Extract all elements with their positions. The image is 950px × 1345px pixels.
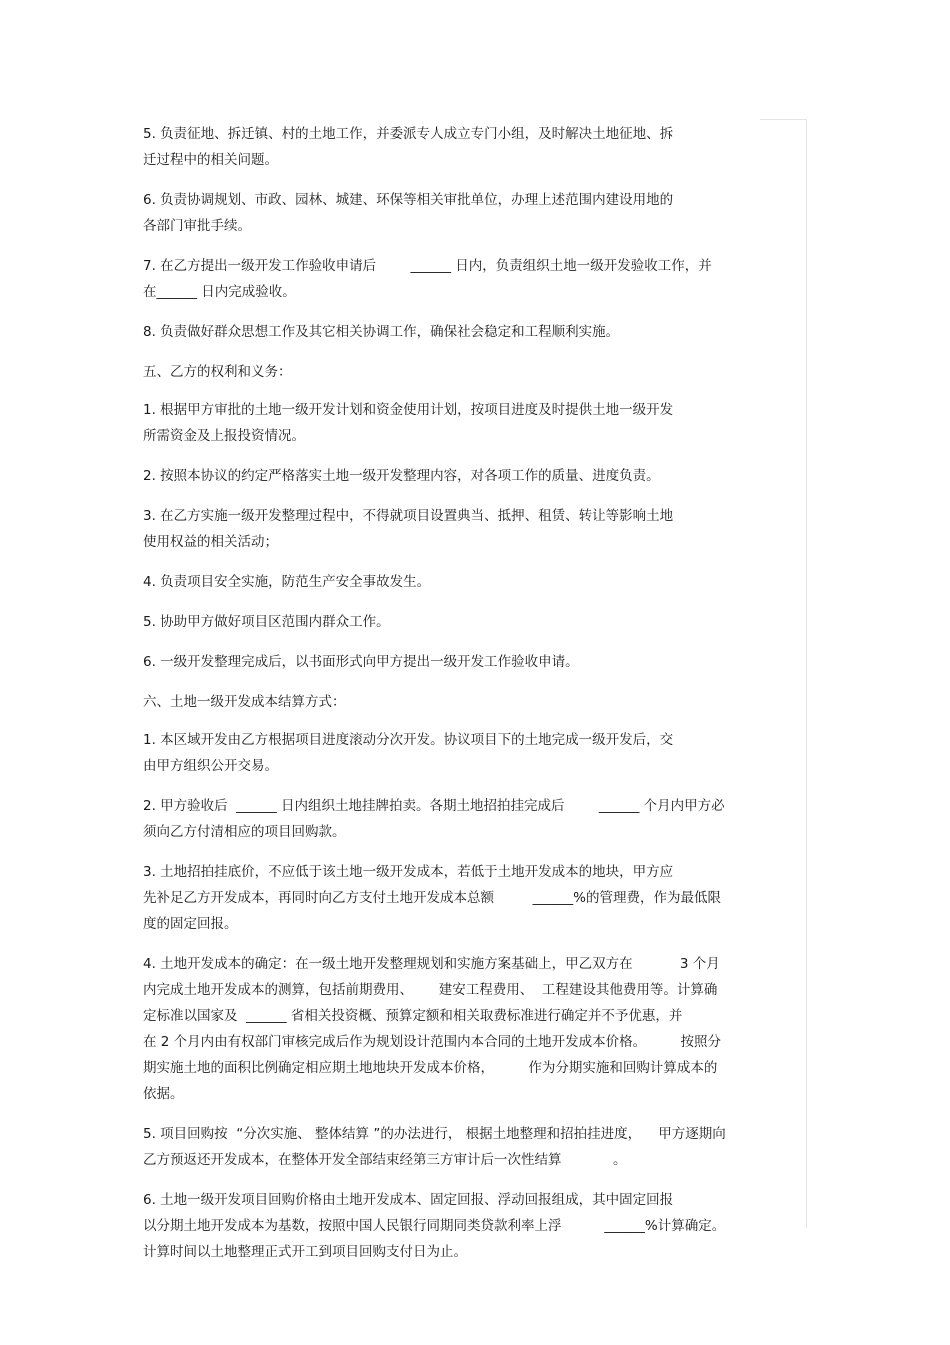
clause-paragraph — [143, 649, 805, 675]
section-heading — [143, 359, 805, 385]
clause-paragraph — [143, 859, 805, 937]
section-heading — [143, 689, 805, 715]
text-line: 4. 土地开发成本的确定：在一级土地开发整理规划和实施方案基础上，甲乙双方在 3 个月 — [143, 956, 720, 972]
text-line: 2. 甲方验收后 ______ 日内组织土地挂牌拍卖。各期土地招拍挂完成后 ______ 个月内甲方必 — [143, 798, 725, 814]
text-line: 5. 负责征地、拆迁镇、村的土地工作，并委派专人成立专门小组，及时解决土地征地、拆 — [143, 126, 674, 142]
text-line: 计算时间以土地整理正式开工到项目回购支付日为止。 — [143, 1244, 467, 1260]
document-body — [143, 121, 805, 1279]
text-line: 在 2 个月内由有权部门审核完成后作为规划设计范围内本合同的土地开发成本价格。 按照分 — [143, 1034, 722, 1050]
text-line: 5. 项目回购按 “分次实施、 整体结算 ”的办法进行， 根据土地整理和招拍挂进度， 甲方逐期向 — [143, 1126, 726, 1142]
text-line: 乙方预返还开发成本，在整体开发全部结束经第三方审计后一次性结算 。 — [143, 1152, 627, 1168]
text-line: 使用权益的相关活动； — [143, 534, 278, 550]
text-line: 五、乙方的权利和义务： — [143, 364, 292, 380]
text-line: 7. 在乙方提出一级开发工作验收申请后 ______ 日内，负责组织土地一级开发验收工作，并 — [143, 258, 712, 274]
clause-paragraph — [143, 253, 805, 305]
text-line: 内完成土地开发成本的测算，包括前期费用、 建安工程费用、 工程建设其他费用等。计算确 — [143, 982, 718, 998]
text-line: 3. 在乙方实施一级开发整理过程中，不得就项目设置典当、抵押、租赁、转让等影响土地 — [143, 508, 674, 524]
text-line: 3. 土地招拍挂底价，不应低于该土地一级开发成本，若低于土地开发成本的地块，甲方应 — [143, 864, 674, 880]
text-line: 迁过程中的相关问题。 — [143, 152, 278, 168]
text-line: 先补足乙方开发成本，再同时向乙方支付土地开发成本总额 ______%的管理费，作为最低限 — [143, 890, 721, 906]
text-line: 1. 本区域开发由乙方根据项目进度滚动分次开发。协议项目下的土地完成一级开发后，交 — [143, 732, 674, 748]
text-line: 各部门审批手续。 — [143, 218, 251, 234]
text-line: 1. 根据甲方审批的土地一级开发计划和资金使用计划，按项目进度及时提供土地一级开发 — [143, 402, 674, 418]
text-line: 6. 一级开发整理完成后，以书面形式向甲方提出一级开发工作验收申请。 — [143, 654, 579, 670]
text-line: 8. 负责做好群众思想工作及其它相关协调工作，确保社会稳定和工程顺利实施。 — [143, 324, 620, 340]
text-line: 由甲方组织公开交易。 — [143, 758, 278, 774]
clause-paragraph — [143, 463, 805, 489]
clause-paragraph — [143, 727, 805, 779]
clause-paragraph — [143, 1121, 805, 1173]
text-line: 依据。 — [143, 1086, 184, 1102]
text-line: 6. 负责协调规划、市政、园林、城建、环保等相关审批单位，办理上述范围内建设用地的 — [143, 192, 674, 208]
text-line: 六、土地一级开发成本结算方式： — [143, 694, 346, 710]
clause-paragraph — [143, 1187, 805, 1265]
text-line: 须向乙方付清相应的项目回购款。 — [143, 824, 346, 840]
page-border-top — [760, 119, 807, 120]
clause-paragraph — [143, 319, 805, 345]
clause-paragraph — [143, 951, 805, 1107]
text-line: 定标准以国家及 ______ 省相关投资概、预算定额和相关取费标准进行确定并不予优惠，并 — [143, 1008, 683, 1024]
text-line: 度的固定回报。 — [143, 916, 238, 932]
clause-paragraph — [143, 569, 805, 595]
text-line: 6. 土地一级开发项目回购价格由土地开发成本、固定回报、浮动回报组成，其中固定回报 — [143, 1192, 674, 1208]
text-line: 以分期土地开发成本为基数，按照中国人民银行同期同类贷款利率上浮 ______%计算确定。 — [143, 1218, 726, 1234]
text-line: 所需资金及上报投资情况。 — [143, 428, 305, 444]
clause-paragraph — [143, 121, 805, 173]
clause-paragraph — [143, 609, 805, 635]
page-border-right — [806, 120, 807, 1228]
text-line: 5. 协助甲方做好项目区范围内群众工作。 — [143, 614, 390, 630]
clause-paragraph — [143, 397, 805, 449]
text-line: 4. 负责项目安全实施，防范生产安全事故发生。 — [143, 574, 431, 590]
text-line: 2. 按照本协议的约定严格落实土地一级开发整理内容，对各项工作的质量、进度负责。 — [143, 468, 660, 484]
clause-paragraph — [143, 187, 805, 239]
clause-paragraph — [143, 793, 805, 845]
text-line: 在______ 日内完成验收。 — [143, 284, 296, 300]
clause-paragraph — [143, 503, 805, 555]
text-line: 期实施土地的面积比例确定相应期土地地块开发成本价格， 作为分期实施和回购计算成本的 — [143, 1060, 718, 1076]
